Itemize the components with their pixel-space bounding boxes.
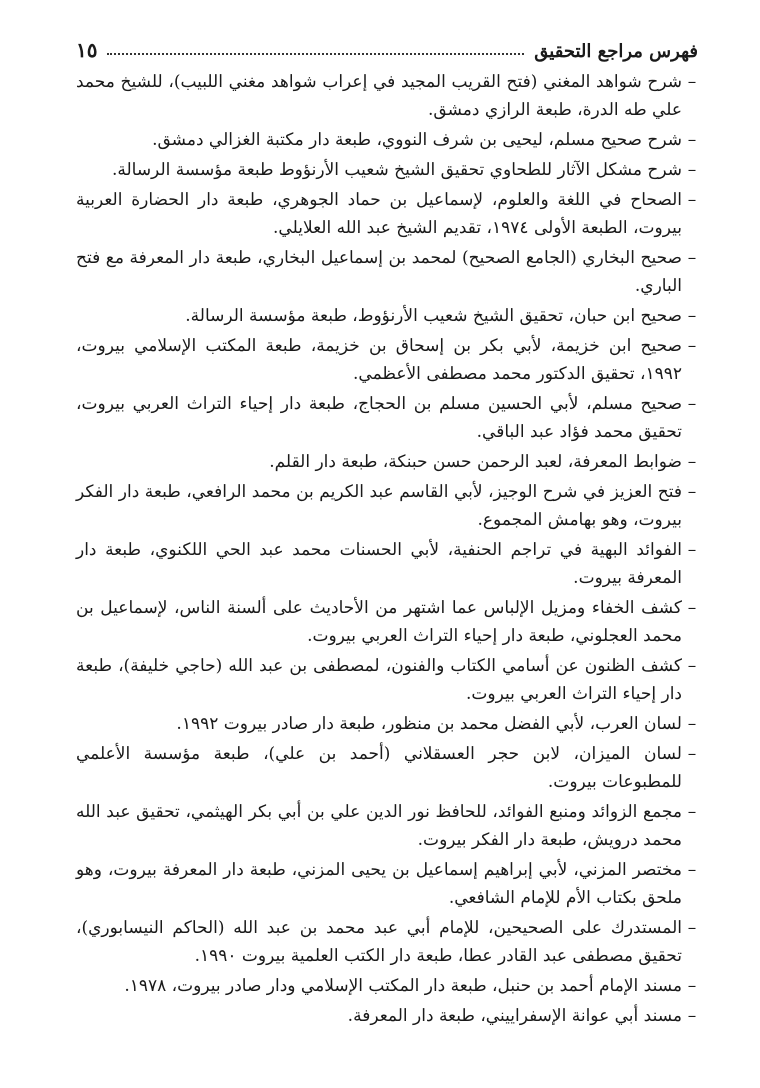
bullet-dash: – (687, 744, 697, 764)
reference-text: كشف الخفاء ومزيل الإلباس عما اشتهر من الأحاديث على ألسنة الناس، لإسماعيل بن محمد العجلوني، طبعة دار إحياء التراث العربي بيروت. (76, 598, 682, 646)
bullet-dash: – (687, 1006, 697, 1026)
bullet-dash: – (687, 306, 697, 326)
reference-entry (76, 594, 698, 650)
reference-entry (76, 1002, 698, 1030)
reference-entry (76, 710, 698, 738)
reference-entry (76, 536, 698, 592)
reference-text: ضوابط المعرفة، لعبد الرحمن حسن حبنكة، طبعة دار القلم. (269, 452, 682, 472)
header-leader-dots (107, 52, 524, 55)
reference-entry (76, 126, 698, 154)
bullet-dash: – (687, 714, 697, 734)
bullet-dash: – (687, 860, 697, 880)
reference-text: المستدرك على الصحيحين، للإمام أبي عبد محمد بن عبد الله (الحاكم النيسابوري)، تحقيق مصطفى عبد القادر عطا، طبعة دار الكتب العلمية بيروت ١٩٩٠. (76, 918, 682, 966)
bullet-dash: – (687, 336, 697, 356)
bullet-dash: – (687, 190, 697, 210)
reference-entry (76, 390, 698, 446)
reference-entry (76, 156, 698, 184)
bullet-dash: – (687, 394, 697, 414)
bullet-dash: – (687, 130, 697, 150)
reference-entry (76, 332, 698, 388)
reference-text: لسان الميزان، لابن حجر العسقلاني (أحمد بن علي)، طبعة مؤسسة الأعلمي للمطبوعات بيروت. (76, 744, 682, 792)
reference-entry (76, 68, 698, 124)
reference-text: صحيح ابن حبان، تحقيق الشيخ شعيب الأرنؤوط، طبعة مؤسسة الرسالة. (185, 306, 682, 326)
bullet-dash: – (687, 160, 697, 180)
bullet-dash: – (687, 248, 697, 268)
reference-entry (76, 798, 698, 854)
bullet-dash: – (687, 72, 697, 92)
reference-text: مسند الإمام أحمد بن حنبل، طبعة دار المكتب الإسلامي ودار صادر بيروت، ١٩٧٨. (124, 976, 682, 996)
bullet-dash: – (687, 656, 697, 676)
reference-entry (76, 244, 698, 300)
reference-entry (76, 972, 698, 1000)
reference-text: صحيح ابن خزيمة، لأبي بكر بن إسحاق بن خزيمة، طبعة المكتب الإسلامي بيروت، ١٩٩٢، تحقيق الدكتور محمد مصطفى الأعظمي. (76, 336, 682, 384)
reference-text: فتح العزيز في شرح الوجيز، لأبي القاسم عبد الكريم بن محمد الرافعي، طبعة دار الفكر بيروت، وهو بهامش المجموع. (76, 482, 682, 530)
reference-text: كشف الظنون عن أسامي الكتاب والفنون، لمصطفى بن عبد الله (حاجي خليفة)، طبعة دار إحياء التراث العربي بيروت. (76, 656, 682, 704)
reference-text: صحيح البخاري (الجامع الصحيح) لمحمد بن إسماعيل البخاري، طبعة دار المعرفة مع فتح الباري. (76, 248, 682, 296)
reference-entry (76, 914, 698, 970)
reference-text: لسان العرب، لأبي الفضل محمد بن منظور، طبعة دار صادر بيروت ١٩٩٢. (176, 714, 682, 734)
references-list (76, 68, 698, 1032)
reference-text: صحيح مسلم، لأبي الحسين مسلم بن الحجاج، طبعة دار إحياء التراث العربي بيروت، تحقيق محمد فؤاد عبد الباقي. (76, 394, 682, 442)
reference-entry (76, 448, 698, 476)
page-number: ١٥ (76, 38, 98, 62)
reference-text: مسند أبي عوانة الإسفراييني، طبعة دار المعرفة. (347, 1006, 682, 1026)
reference-text: مجمع الزوائد ومنبع الفوائد، للحافظ نور الدين علي بن أبي بكر الهيثمي، تحقيق عبد الله محمد درويش، طبعة دار الفكر بيروت. (76, 802, 682, 850)
reference-entry (76, 478, 698, 534)
reference-text: مختصر المزني، لأبي إبراهيم إسماعيل بن يحيى المزني، طبعة دار المعرفة بيروت، وهو ملحق بكتاب الأم للإمام الشافعي. (76, 860, 682, 908)
bullet-dash: – (687, 452, 697, 472)
reference-entry (76, 186, 698, 242)
reference-entry (76, 652, 698, 708)
reference-text: شرح شواهد المغني (فتح القريب المجيد في إعراب شواهد مغني اللبيب)، للشيخ محمد علي طه الدرة، طبعة الرازي دمشق. (76, 72, 682, 120)
bullet-dash: – (687, 598, 697, 618)
reference-text: شرح صحيح مسلم، ليحيى بن شرف النووي، طبعة دار مكتبة الغزالي دمشق. (152, 130, 682, 150)
page-header (76, 32, 698, 62)
bullet-dash: – (687, 802, 697, 822)
reference-text: الفوائد البهية في تراجم الحنفية، لأبي الحسنات محمد عبد الحي اللكنوي، طبعة دار المعرفة بيروت. (76, 540, 682, 588)
reference-entry (76, 740, 698, 796)
bullet-dash: – (687, 918, 697, 938)
bullet-dash: – (687, 482, 697, 502)
reference-entry (76, 302, 698, 330)
bullet-dash: – (687, 976, 697, 996)
running-title: فهرس مراجع التحقيق (534, 41, 698, 62)
reference-entry (76, 856, 698, 912)
reference-text: الصحاح في اللغة والعلوم، لإسماعيل بن حماد الجوهري، طبعة دار الحضارة العربية بيروت، الطبعة الأولى ١٩٧٤، تقديم الشيخ عبد الله العلايلي. (76, 190, 682, 238)
reference-text: شرح مشكل الآثار للطحاوي تحقيق الشيخ شعيب الأرنؤوط طبعة مؤسسة الرسالة. (111, 160, 682, 180)
bullet-dash: – (687, 540, 697, 560)
